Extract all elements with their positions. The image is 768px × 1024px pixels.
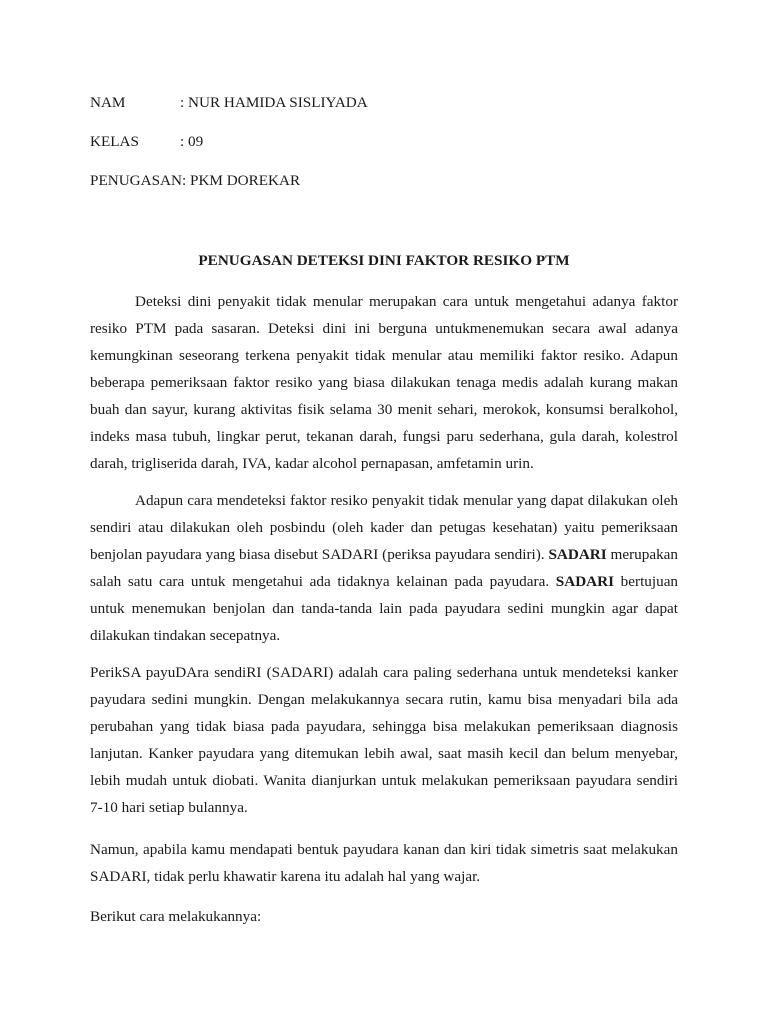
sadari-bold-1: SADARI <box>548 546 607 563</box>
kelas-row <box>90 132 203 152</box>
nama-value: : NUR HAMIDA SISLIYADA <box>180 94 368 111</box>
penugasan-value: PKM DOREKAR <box>190 172 301 189</box>
paragraph-1: Deteksi dini penyakit tidak menular merupakan cara untuk mengetahui adanya faktor resiko PTM pada sasaran. Deteksi dini ini berguna untukmenemukan secara awal adanya kemungkinan seseorang terkena penyakit tidak menular atau memiliki faktor resiko. Adapun beberapa pemeriksaan faktor resiko yang biasa dilakukan tenaga medis adalah kurang makan buah dan sayur, kurang aktivitas fisik selama 30 menit sehari, merokok, konsumsi beralkohol, indeks masa tubuh, lingkar perut, tekanan darah, fungsi paru sederhana, gula darah, kolestrol darah, trigliserida darah, IVA, kadar alcohol pernapasan, amfetamin urin. <box>90 293 678 472</box>
paragraph-2-part-d: bertujuan untuk menemukan benjolan dan tanda-tanda lain pada payudara sedini mungkin agar dapat dilakukan tindakan secepatnya. <box>90 573 679 644</box>
kelas-label: KELAS <box>90 133 139 150</box>
paragraph-3: PerikSA payuDAra sendiRI (SADARI) adalah cara paling sederhana untuk mendeteksi kanker payudara sedini mungkin. Dengan melakukannya secara rutin, kamu bisa menyadari bila ada perubahan yang tidak biasa pada payudara, sehingga bisa melakukan pemeriksaan diagnosis lanjutan. Kanker payudara yang ditemukan lebih awal, saat masih kecil dan belum menyebar, lebih mudah untuk diobati. Wanita dianjurkan untuk melakukan pemeriksaan payudara sendiri 7-10 hari setiap bulannya. <box>90 664 678 816</box>
kelas-value: : 09 <box>180 133 204 150</box>
penugasan-label: PENUGASAN: <box>90 172 187 189</box>
penugasan-row <box>90 171 300 191</box>
nama-row <box>90 93 368 113</box>
nama-label: NAM <box>90 94 126 111</box>
document-title: PENUGASAN DETEKSI DINI FAKTOR RESIKO PTM <box>198 252 570 269</box>
paragraph-5: Berikut cara melakukannya: <box>90 908 262 925</box>
paragraph-4: Namun, apabila kamu mendapati bentuk payudara kanan dan kiri tidak simetris saat melakukan SADARI, tidak perlu khawatir karena itu adalah hal yang wajar. <box>90 841 678 885</box>
paragraph-2-part-a: Adapun cara mendeteksi faktor resiko penyakit tidak menular yang dapat dilakukan oleh sendiri atau dilakukan oleh posbindu (oleh kader dan petugas kesehatan) yaitu pemeriksaan benjolan payudara yang biasa disebut SADARI (periksa payudara sendiri). <box>90 492 678 563</box>
paragraph-2 <box>90 487 678 649</box>
paragraph-2-part-c: merupakan salah satu cara untuk mengetahui ada tidaknya kelainan pada payudara. <box>90 546 678 590</box>
sadari-bold-2: SADARI <box>555 573 615 590</box>
